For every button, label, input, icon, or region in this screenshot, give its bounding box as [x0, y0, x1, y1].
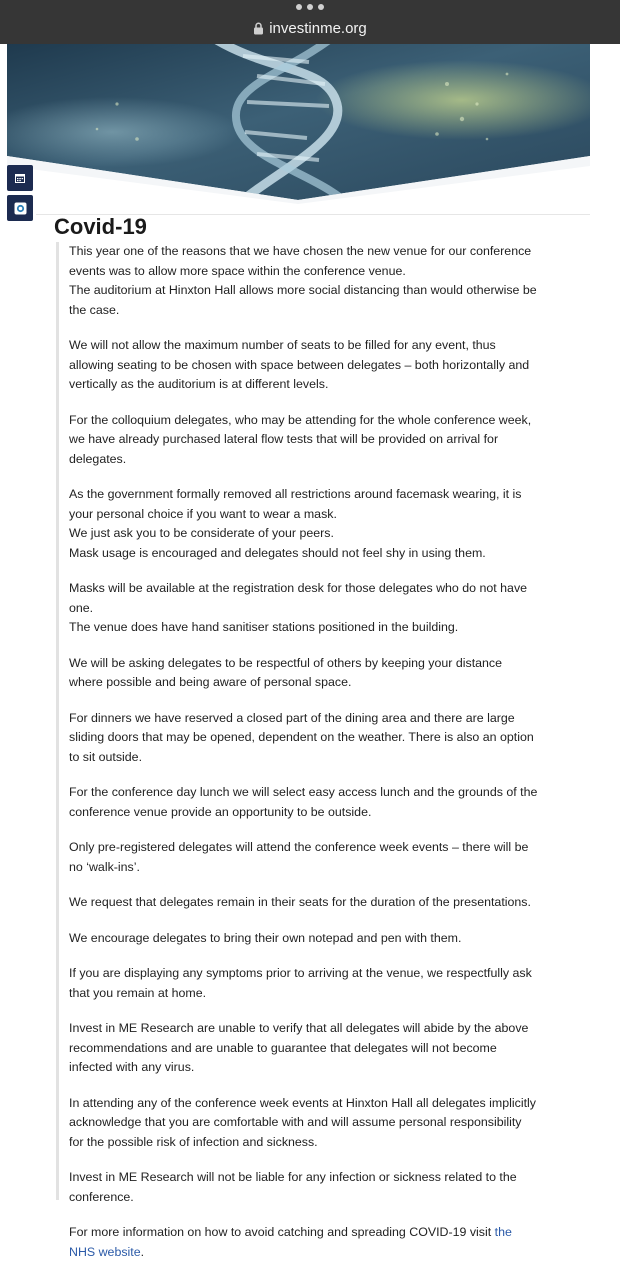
paragraph: [69, 336, 539, 395]
paragraph-line: We just ask you to be considerate of your peers.: [69, 526, 334, 540]
chat-button[interactable]: [7, 195, 33, 221]
final-text: For more information on how to avoid catching and spreading COVID-19 visit: [69, 1225, 495, 1239]
paragraph-line: For the colloquium delegates, who may be attending for the whole conference week, we have already purchased lateral flow tests that will be provided on arrival for delegates.: [69, 412, 532, 466]
paragraph-line: If you are displaying any symptoms prior to arriving at the venue, we respectfully ask that you remain at home.: [69, 966, 532, 1000]
calendar-icon: [15, 173, 25, 183]
paragraph-line: For the conference day lunch we will select easy access lunch and the grounds of the conference venue provide an opportunity to be outside.: [69, 785, 538, 819]
paragraph-line: Invest in ME Research are unable to verify that all delegates will abide by the above recommendations and are unable to guarantee that delegates will not become infected with any virus.: [69, 1021, 529, 1074]
paragraph-line: Mask usage is encouraged and delegates should not feel shy in using them.: [69, 545, 486, 560]
paragraph: [69, 893, 539, 913]
paragraph-line: We will be asking delegates to be respectful of others by keeping your distance where possible and being aware of personal space.: [69, 655, 503, 689]
paragraph: [69, 1019, 539, 1078]
final-suffix: .: [140, 1244, 145, 1259]
paragraph: [69, 929, 539, 949]
lock-icon: [253, 22, 264, 35]
paragraph-line: In attending any of the conference week events at Hinxton Hall all delegates implicitly acknowledge that you are comfortable with and will assume personal responsibility for the possible risk of infection and sickness.: [69, 1095, 536, 1149]
browser-chrome: [0, 0, 620, 44]
paragraph: [69, 485, 539, 563]
paragraph-line: We will not allow the maximum number of seats to be filled for any event, thus allowing seating to be chosen with space between delegates – both horizontally and vertically as the auditorium is at different levels.: [69, 338, 530, 391]
paragraph: [69, 654, 539, 693]
paragraph-line: The venue does have hand sanitiser stations positioned in the building.: [69, 620, 459, 634]
final-paragraph: [69, 1223, 539, 1262]
paragraph: [69, 1094, 539, 1153]
paragraph: [69, 838, 539, 877]
paragraph-line: Only pre-registered delegates will attend the conference week events – there will be no ‘walk-ins’.: [69, 840, 529, 874]
article-content: [56, 242, 553, 1259]
paragraph: [69, 783, 539, 822]
hero-banner-image: [7, 44, 590, 204]
paragraph-line: We request that delegates remain in their seats for the duration of the presentations.: [69, 895, 531, 909]
paragraph: [69, 411, 539, 470]
nhs-website-link[interactable]: the NHS website: [69, 1225, 512, 1259]
paragraph-line: We encourage delegates to bring their own notepad and pen with them.: [69, 930, 462, 945]
calendar-button[interactable]: [7, 165, 33, 191]
address-bar[interactable]: [0, 16, 620, 40]
paragraph-line: Invest in ME Research will not be liable for any infection or sickness related to the conference.: [69, 1170, 517, 1204]
paragraph: [69, 709, 539, 768]
paragraph-line: The auditorium at Hinxton Hall allows more social distancing than would otherwise be the case.: [69, 283, 537, 317]
page-title: Covid-19: [54, 214, 147, 239]
paragraph: [69, 1168, 539, 1207]
paragraph-line: Masks will be available at the registration desk for those delegates who do not have one.: [69, 581, 528, 615]
more-dots-icon[interactable]: [296, 4, 324, 10]
paragraph-line: This year one of the reasons that we have chosen the new venue for our conference events was to allow more space within the conference venue.: [69, 244, 532, 278]
paragraph: [69, 242, 539, 320]
paragraph: [69, 964, 539, 1003]
chat-icon: [14, 202, 27, 215]
paragraph-line: As the government formally removed all restrictions around facemask wearing, it is your personal choice if you want to wear a mask.: [69, 487, 522, 521]
url-text: investinme.org: [269, 19, 367, 37]
paragraph-line: For dinners we have reserved a closed part of the dining area and there are large sliding doors that may be opened, dependent on the weather. There is also an option to sit outside.: [69, 710, 534, 764]
paragraph: [69, 579, 539, 638]
